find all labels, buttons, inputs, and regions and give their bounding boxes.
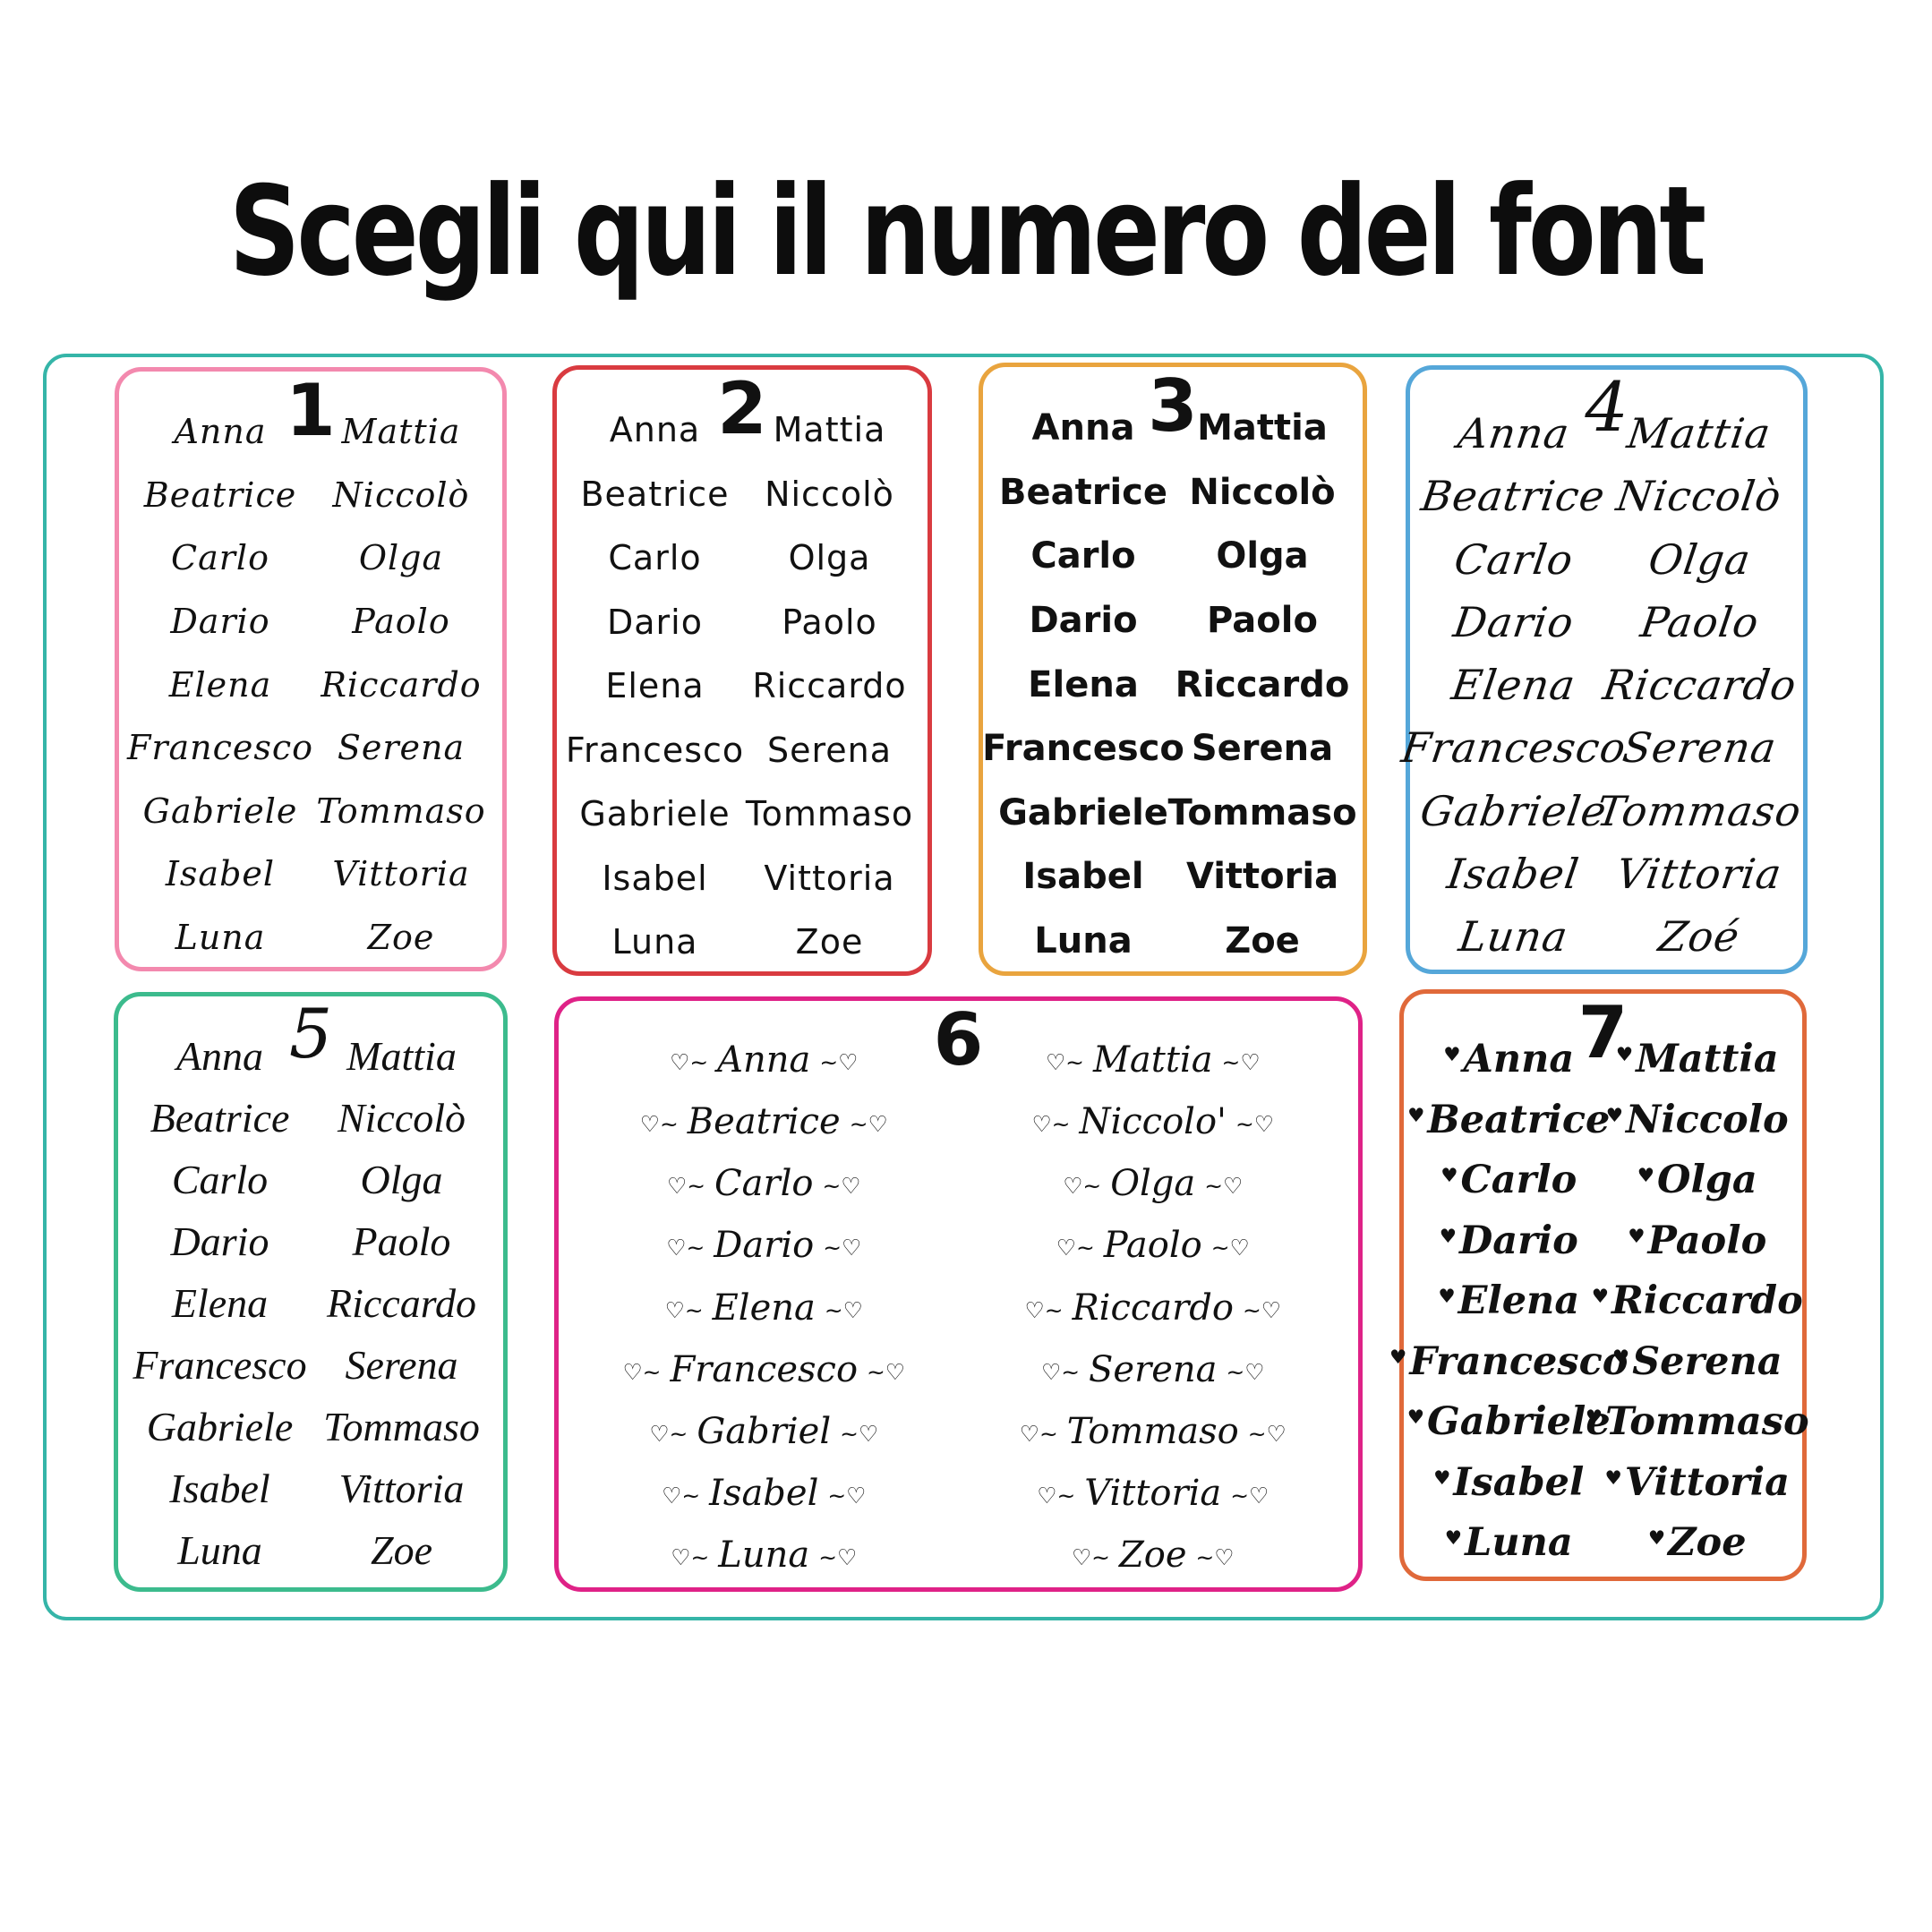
name-item: Luna bbox=[177, 1527, 262, 1573]
name-item: ♡~ Elena ~♡ bbox=[665, 1290, 863, 1326]
font-option-box-2 bbox=[552, 365, 932, 976]
name-item: Zoe bbox=[367, 918, 435, 957]
name-item: Francesco bbox=[133, 1342, 307, 1388]
name-item: ♡~ Olga ~♡ bbox=[1063, 1166, 1243, 1201]
name-item: Riccardo bbox=[321, 664, 482, 705]
name-item: Tommaso bbox=[323, 1404, 480, 1449]
name-item: Luna bbox=[175, 918, 266, 957]
name-item: Zoe bbox=[795, 922, 864, 962]
name-item: Carlo bbox=[171, 538, 269, 578]
name-item: ♡~ Isabel ~♡ bbox=[662, 1475, 866, 1511]
name-item: Anna bbox=[1455, 409, 1573, 457]
name-item: Francesco bbox=[565, 730, 745, 770]
name-item: Dario bbox=[170, 1218, 269, 1264]
name-item: Isabel bbox=[169, 1466, 270, 1511]
name-item: Elena bbox=[168, 664, 272, 705]
name-item: ♡~ Anna ~♡ bbox=[670, 1042, 858, 1078]
name-item: Beatrice bbox=[1418, 472, 1609, 521]
name-item: ♡~ Vittoria ~♡ bbox=[1037, 1475, 1269, 1511]
name-item: Elena bbox=[1028, 663, 1139, 705]
name-item: Paolo bbox=[1637, 597, 1762, 646]
name-item: ♡~ Riccardo ~♡ bbox=[1025, 1290, 1281, 1326]
name-item: Dario bbox=[1029, 599, 1138, 641]
name-item: ♡~ Zoe ~♡ bbox=[1072, 1537, 1235, 1573]
name-item: Serena bbox=[1191, 728, 1334, 770]
name-item: Paolo bbox=[782, 602, 877, 642]
name-item: ♥ Niccolo bbox=[1606, 1101, 1789, 1140]
name-item: Mattia bbox=[346, 1033, 457, 1079]
name-item: Niccolò bbox=[1613, 472, 1785, 521]
name-item: Olga bbox=[1645, 534, 1754, 584]
names-columns bbox=[982, 407, 1357, 962]
name-item: Elena bbox=[605, 666, 705, 705]
name-item: Paolo bbox=[1207, 599, 1318, 641]
name-item: Vittoria bbox=[1613, 849, 1785, 898]
name-item: Isabel bbox=[1444, 849, 1583, 898]
name-item: ♥ Gabriele bbox=[1407, 1403, 1611, 1441]
name-item: Dario bbox=[170, 601, 270, 641]
name-item: ♡~ Tommaso ~♡ bbox=[1020, 1414, 1287, 1449]
font-option-box-6 bbox=[554, 996, 1363, 1592]
name-item: Gabriele bbox=[1417, 786, 1611, 835]
name-item: Olga bbox=[1216, 535, 1309, 577]
name-item: Gabriele bbox=[142, 791, 298, 831]
name-item: ♥ Francesco bbox=[1389, 1343, 1628, 1381]
name-item: Mattia bbox=[1624, 409, 1774, 457]
name-item: Vittoria bbox=[338, 1466, 465, 1511]
names-column-right bbox=[311, 1033, 492, 1573]
names-column-right bbox=[959, 1039, 1348, 1576]
name-item: Zoe bbox=[371, 1527, 432, 1573]
name-item: ♥ Dario bbox=[1440, 1222, 1578, 1261]
name-item: ♡~ Niccolo' ~♡ bbox=[1031, 1104, 1274, 1140]
font-option-box-1 bbox=[115, 367, 507, 971]
name-item: Vittoria bbox=[1185, 856, 1339, 898]
name-item: Beatrice bbox=[580, 474, 730, 514]
name-item: ♡~ Gabriel ~♡ bbox=[649, 1414, 878, 1449]
name-item: Dario bbox=[1450, 597, 1577, 646]
name-item: Tommaso bbox=[316, 791, 486, 831]
name-item: ♥ Olga bbox=[1637, 1161, 1757, 1200]
name-item: Serena bbox=[337, 728, 466, 768]
font-number-label: 7 bbox=[1577, 991, 1629, 1074]
name-item: ♡~ Beatrice ~♡ bbox=[640, 1104, 888, 1140]
name-item: Dario bbox=[607, 602, 703, 642]
name-item: Mattia bbox=[773, 410, 886, 449]
font-number-label: 1 bbox=[286, 369, 336, 452]
name-item: ♥ Anna bbox=[1443, 1040, 1574, 1079]
names-column-left bbox=[982, 407, 1184, 962]
names-column-right bbox=[1167, 407, 1357, 962]
name-item: Serena bbox=[766, 730, 893, 770]
font-number-label: 5 bbox=[288, 994, 333, 1073]
name-item: Isabel bbox=[602, 858, 708, 898]
name-item: Niccolò bbox=[1189, 471, 1336, 513]
name-item: Mattia bbox=[1197, 407, 1328, 449]
name-item: ♡~ Luna ~♡ bbox=[671, 1537, 857, 1573]
name-item: Francesco bbox=[1398, 723, 1629, 773]
name-item: Riccardo bbox=[327, 1280, 476, 1326]
name-item: ♥ Vittoria bbox=[1605, 1464, 1790, 1502]
name-item: Niccolò bbox=[332, 474, 470, 515]
names-columns bbox=[129, 1033, 492, 1573]
name-item: Paolo bbox=[352, 1218, 451, 1264]
name-item: Beatrice bbox=[150, 1095, 290, 1141]
font-option-box-3 bbox=[979, 363, 1367, 976]
name-item: ♡~ Mattia ~♡ bbox=[1046, 1042, 1261, 1078]
names-column-right bbox=[1594, 409, 1805, 961]
name-item: ♡~ Dario ~♡ bbox=[666, 1227, 861, 1263]
name-item: Anna bbox=[609, 410, 701, 449]
name-item: Isabel bbox=[1022, 856, 1144, 898]
name-item: ♡~ Serena ~♡ bbox=[1041, 1352, 1265, 1388]
name-item: Zoé bbox=[1655, 912, 1743, 961]
name-item: Tommaso bbox=[745, 794, 914, 833]
name-item: ♥ Serena bbox=[1612, 1343, 1782, 1381]
name-item: Gabriele bbox=[579, 794, 731, 833]
name-item: Tommaso bbox=[1167, 791, 1357, 833]
name-item: Paolo bbox=[352, 601, 450, 641]
name-item: Riccardo bbox=[752, 666, 907, 705]
name-item: Niccolò bbox=[337, 1095, 466, 1141]
name-item: Francesco bbox=[982, 728, 1184, 770]
name-item: Carlo bbox=[608, 538, 702, 577]
name-item: Olga bbox=[360, 1157, 443, 1202]
name-item: Carlo bbox=[171, 1157, 269, 1202]
name-item: Francesco bbox=[126, 728, 314, 768]
name-item: ♡~ Francesco ~♡ bbox=[622, 1352, 905, 1388]
name-item: ♥ Elena bbox=[1438, 1282, 1579, 1321]
name-item: Anna bbox=[1031, 407, 1135, 449]
names-column-left bbox=[569, 1039, 959, 1576]
names-columns bbox=[126, 412, 492, 957]
names-column-left bbox=[129, 1033, 311, 1573]
font-option-box-4 bbox=[1398, 365, 1808, 974]
name-item: Gabriele bbox=[146, 1404, 294, 1449]
name-item: Anna bbox=[174, 412, 267, 451]
font-number-label: 2 bbox=[717, 367, 767, 450]
font-number-label: 6 bbox=[933, 998, 984, 1081]
name-item: Luna bbox=[1034, 920, 1133, 962]
name-item: Beatrice bbox=[143, 474, 297, 515]
name-item: Elena bbox=[1449, 661, 1579, 709]
names-column-left bbox=[126, 412, 314, 957]
name-item: ♡~ Carlo ~♡ bbox=[667, 1166, 860, 1201]
font-option-box-5 bbox=[114, 992, 508, 1592]
name-item: Isabel bbox=[165, 854, 276, 894]
names-columns bbox=[1409, 1037, 1809, 1565]
name-item: Mattia bbox=[341, 412, 461, 451]
names-column-left bbox=[565, 410, 745, 962]
name-item: ♥ Luna bbox=[1445, 1524, 1573, 1562]
name-item: ♥ Beatrice bbox=[1407, 1101, 1610, 1140]
name-item: ♥ Mattia bbox=[1616, 1040, 1779, 1079]
names-column-left bbox=[1398, 409, 1629, 961]
page-title: Scegli qui il numero del font bbox=[228, 159, 1704, 303]
name-item: Luna bbox=[611, 922, 698, 962]
name-item: Serena bbox=[1619, 723, 1780, 773]
name-item: ♥ Isabel bbox=[1433, 1464, 1584, 1502]
name-item: ♥ Paolo bbox=[1628, 1222, 1766, 1261]
name-item: Carlo bbox=[1030, 535, 1136, 577]
name-item: Luna bbox=[1456, 912, 1572, 961]
name-item: Niccolò bbox=[765, 474, 894, 514]
name-item: ♡~ Paolo ~♡ bbox=[1056, 1227, 1250, 1263]
names-column-right bbox=[1603, 1037, 1809, 1565]
name-item: Vittoria bbox=[764, 858, 895, 898]
names-column-right bbox=[311, 412, 492, 957]
names-columns bbox=[565, 410, 917, 962]
font-number-label: 3 bbox=[1148, 364, 1198, 448]
name-item: Riccardo bbox=[1599, 661, 1799, 709]
name-item: Anna bbox=[175, 1033, 264, 1079]
name-item: ♥ Zoe bbox=[1648, 1524, 1747, 1562]
font-number-label: 4 bbox=[1585, 367, 1629, 447]
name-item: Riccardo bbox=[1175, 663, 1350, 705]
name-item: Olga bbox=[358, 538, 444, 578]
name-item: Vittoria bbox=[332, 854, 470, 894]
name-item: Tommaso bbox=[1594, 786, 1805, 835]
name-item: ♥ Riccardo bbox=[1592, 1282, 1803, 1321]
name-item: Elena bbox=[171, 1280, 269, 1326]
name-item: Carlo bbox=[1450, 534, 1577, 584]
name-item: Beatrice bbox=[998, 471, 1167, 513]
name-item: ♥ Carlo bbox=[1440, 1161, 1577, 1200]
name-item: Olga bbox=[788, 538, 871, 577]
names-columns bbox=[1398, 409, 1805, 961]
names-columns bbox=[569, 1039, 1347, 1576]
name-item: Serena bbox=[345, 1342, 458, 1388]
name-item: Zoe bbox=[1225, 920, 1300, 962]
name-item: Gabriele bbox=[998, 791, 1168, 833]
names-column-right bbox=[742, 410, 917, 962]
font-option-box-7 bbox=[1399, 989, 1807, 1581]
names-column-left bbox=[1409, 1037, 1629, 1565]
name-item: ♥ Tommaso bbox=[1586, 1403, 1809, 1441]
